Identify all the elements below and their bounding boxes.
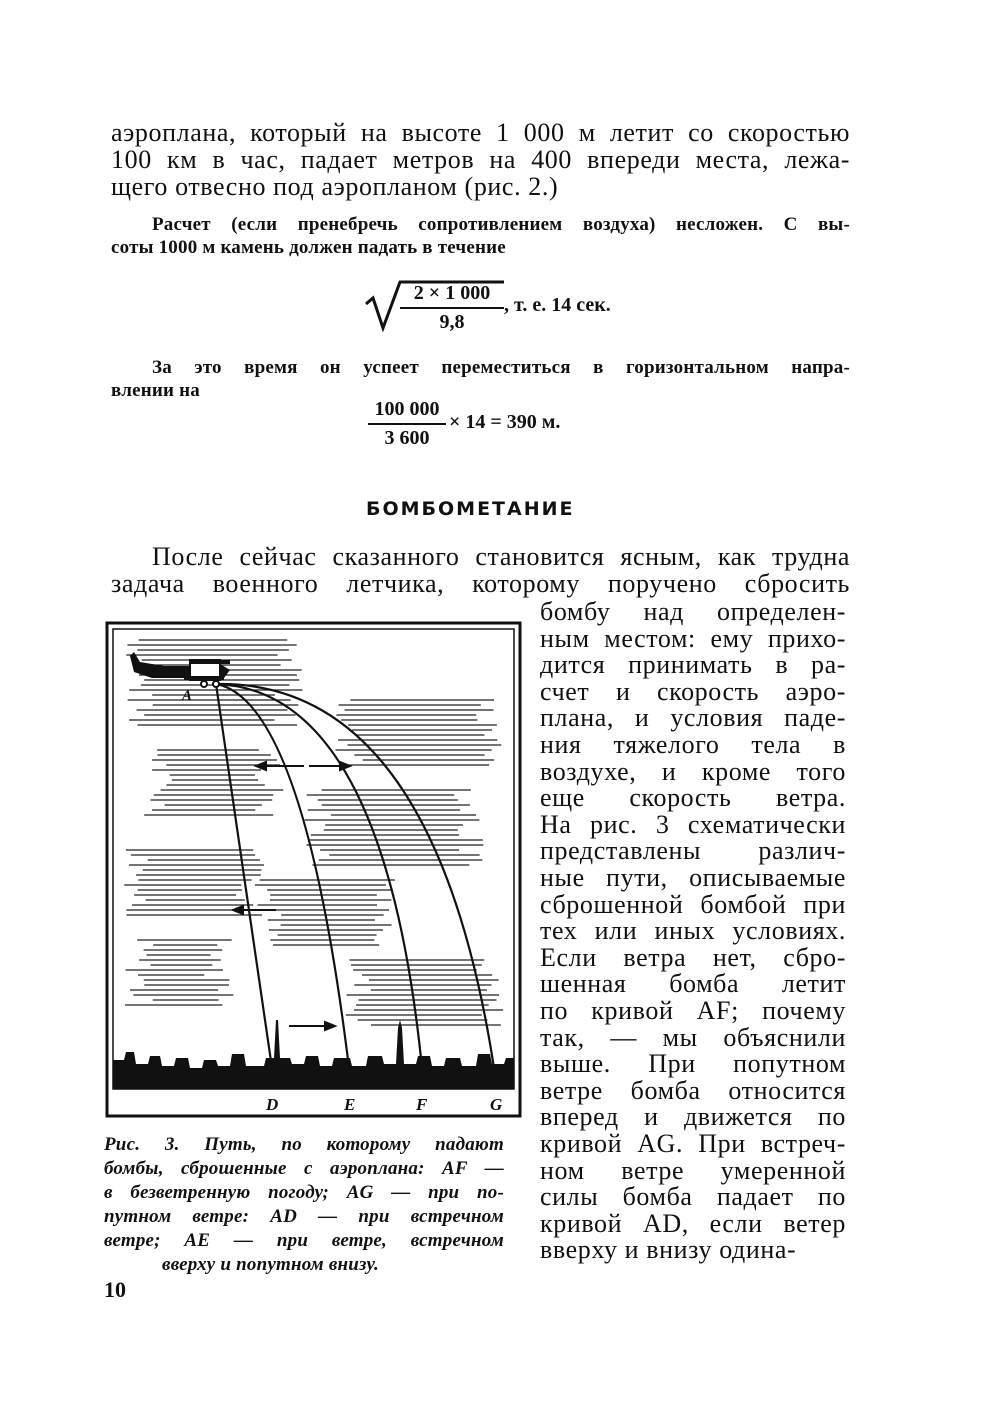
formula2-numerator: 100 000 [374, 398, 440, 420]
column-line: по кривой AF; почему [540, 996, 846, 1025]
paragraph-line: 100 км в час, падает метров на 400 впереди места, лежа- [111, 145, 850, 174]
formula1-numerator: 2 × 1 000 [413, 282, 491, 304]
label-f: F [416, 1095, 428, 1114]
paragraph-line: задача военного летчика, которому поручено сбросить [111, 569, 850, 598]
column-line: кривой AG. При встреч- [540, 1129, 846, 1158]
column-line: еще скорость ветра. [540, 783, 846, 813]
column-line: кривой AD, если ветер [540, 1208, 846, 1238]
figure-caption-line: вверху и попутном внизу. [162, 1254, 379, 1275]
column-line: силы бомба падает по [540, 1182, 846, 1212]
column-line: вперед и движется по [540, 1102, 846, 1132]
label-point-a: A [182, 688, 193, 704]
column-line: так, — мы объяснили [540, 1022, 846, 1052]
figure-bomb-paths [104, 620, 523, 1119]
calc-line: Расчет (если пренебречь сопротивлением воздуха) несложен. С вы- [152, 214, 850, 235]
formula1-denominator: 9,8 [439, 311, 465, 333]
formula1-fraction [400, 282, 504, 334]
formula2-denominator: 3 600 [384, 427, 430, 449]
column-line: дится принимать в ра- [540, 650, 846, 680]
fraction-bar [368, 423, 446, 425]
column-line: воздухе, и кроме того [540, 756, 846, 786]
column-line: вверху и внизу одина- [540, 1235, 797, 1265]
column-line: счет и скорость аэро- [540, 676, 846, 706]
column-line: представлены различ- [540, 836, 846, 866]
figure-caption-line: ветре; AE — при ветре, встречном [104, 1230, 504, 1251]
label-e: E [344, 1095, 356, 1114]
fraction-bar [400, 307, 504, 309]
page-number: 10 [104, 1277, 126, 1302]
label-g: G [490, 1095, 503, 1114]
column-line: сброшенной бомбой при [540, 889, 846, 919]
column-line: плана, и условия паде- [540, 703, 846, 733]
column-line: бомбу над определен- [540, 597, 846, 626]
paragraph-line: щего отвесно под аэропланом (рис. 2.) [111, 172, 559, 201]
column-line: ния тяжелого тела в [540, 730, 846, 759]
column-line: выше. При попутном [540, 1049, 846, 1079]
move-line: влении на [111, 380, 200, 401]
move-line: За это время он успеет переместиться в горизонтальном напра- [152, 357, 850, 378]
column-line: ным местом: ему прихо- [540, 623, 846, 653]
column-line: На рис. 3 схематически [540, 809, 846, 839]
figure-caption-line: бомбы, сброшенные с аэроплана: AF — [104, 1158, 504, 1179]
formula1-result: , т. е. 14 сек. [504, 294, 611, 316]
figure-caption-line: в безветренную погоду; AG — при по- [104, 1182, 504, 1203]
column-line: Если ветра нет, сбро- [540, 942, 846, 972]
column-line: ные пути, описываемые [540, 863, 846, 892]
calc-line: соты 1000 м камень должен падать в течение [111, 237, 506, 258]
paragraph-line: аэроплана, который на высоте 1 000 м летит со скоростью [111, 118, 850, 147]
column-line: ном ветре умеренной [540, 1155, 846, 1185]
column-line: ветре бомба относится [540, 1075, 846, 1105]
label-d: D [266, 1095, 279, 1114]
column-line: шенная бомба летит [540, 969, 846, 999]
formula2-fraction [368, 398, 446, 450]
figure-caption-line: путном ветре: AD — при встречном [104, 1206, 504, 1227]
column-line: тех или иных условиях. [540, 916, 846, 946]
section-heading: БОМБОМЕТАНИЕ [366, 498, 575, 520]
paragraph-line: После сейчас сказанного становится ясным, как трудна [152, 542, 850, 571]
figure-caption-line: Рис. 3. Путь, по которому падают [104, 1134, 504, 1155]
formula2-result: × 14 = 390 м. [449, 411, 561, 433]
